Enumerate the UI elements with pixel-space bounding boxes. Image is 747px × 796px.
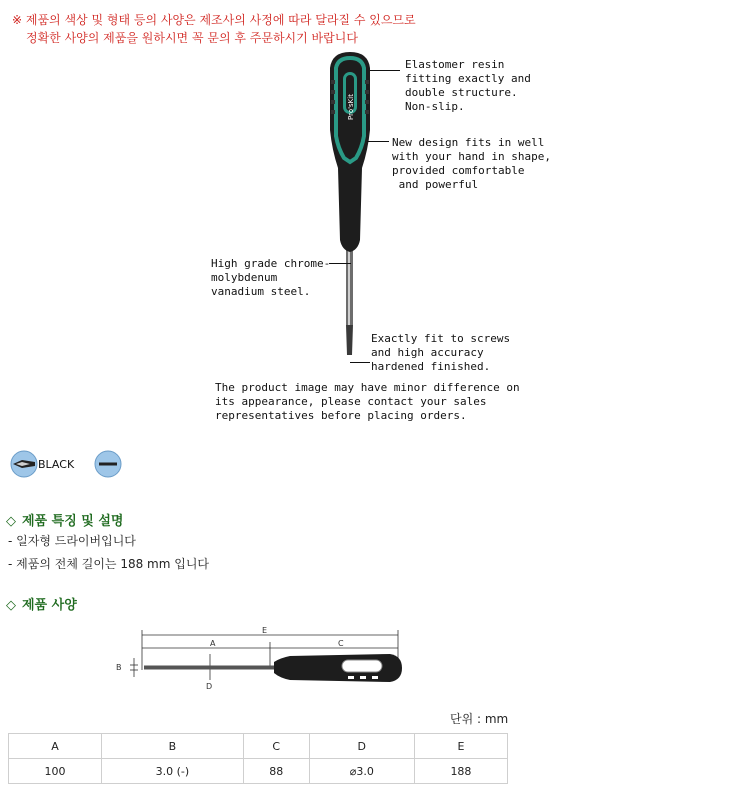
notice-line-2: 정확한 사양의 제품을 원하시면 꼭 문의 후 주문하시기 바랍니다 [26,31,358,45]
spec-header-c: C [243,734,309,759]
spec-header-e: E [414,734,507,759]
leader-line-3 [329,263,351,264]
spec-header-a: A [9,734,102,759]
spec-value-a: 100 [9,759,102,784]
leader-line-2 [367,141,389,142]
spec-title: ◇ 제품 사양 [6,598,77,613]
screwdriver-product-image [310,50,380,380]
diagram-handle [274,654,402,682]
unit-label: 단위 : mm [450,712,509,726]
tip-front-icon [94,450,122,478]
brand-text: Pro'sKit [347,94,355,120]
spec-value-e: 188 [414,759,507,784]
dim-label-a: A [210,639,216,648]
callout-steel: High grade chrome- molybdenum vanadium steel. [211,257,331,298]
spec-header-b: B [102,734,244,759]
spec-value-b: 3.0 (-) [102,759,244,784]
color-option [10,450,120,478]
diagram-shaft [144,666,274,670]
features-title: ◇ 제품 특징 및 설명 [6,514,124,529]
flat-tip [346,325,353,355]
diamond-icon: ◇ [6,514,16,529]
color-label: BLACK [38,458,75,471]
dim-label-c: C [338,639,344,648]
leader-line-4 [350,362,370,363]
callout-design: New design fits in well with your hand in shape, provided comfortable and powerful [392,136,551,191]
spec-header-row [9,734,508,759]
dimension-diagram [110,622,410,692]
callout-tip: Exactly fit to screws and high accuracy hardened finished. [371,332,511,373]
shaft-highlight [348,245,350,325]
spec-value-row [9,759,508,784]
notice [12,11,416,47]
spec-header-d: D [309,734,414,759]
dim-label-e: E [262,626,268,635]
image-disclaimer: The product image may have minor difference on its appearance, please contact your sales representatives before placing orders. [215,381,520,422]
leader-line-1 [370,70,400,71]
spec-table [8,733,508,784]
spec-value-c: 88 [243,759,309,784]
callout-elastomer: Elastomer resin fitting exactly and double structure. Non-slip. [405,58,531,113]
tip-side-icon [10,450,38,478]
diamond-icon: ◇ [6,598,16,613]
dim-label-b: B [116,663,122,672]
feature-item-2: - 제품의 전체 길이는 188 mm 입니다 [8,557,210,571]
notice-line-1: ※ 제품의 색상 및 형태 등의 사양은 제조사의 사정에 따라 달라질 수 있으므로 [12,13,416,27]
dim-label-d: D [206,682,213,691]
spec-value-d: ⌀3.0 [309,759,414,784]
feature-item-1: - 일자형 드라이버입니다 [8,534,136,548]
